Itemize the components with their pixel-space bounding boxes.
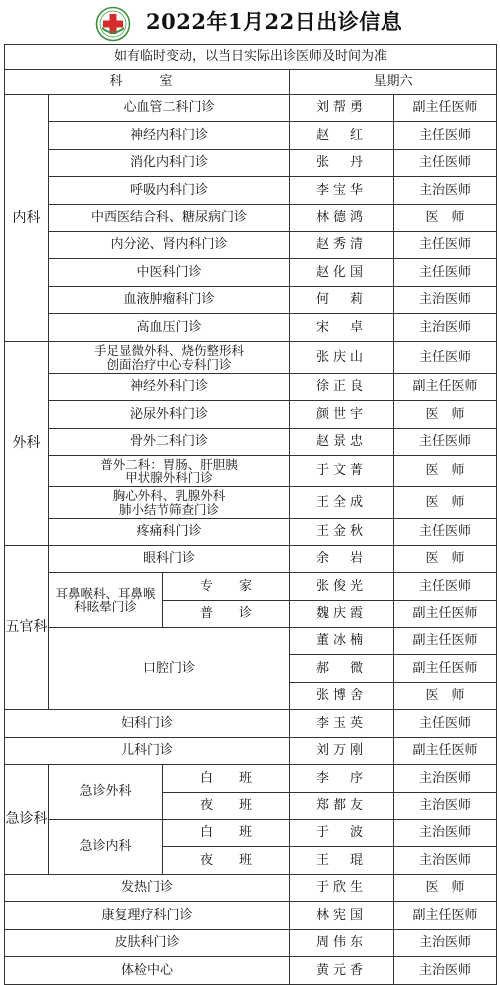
clinic-name: 内分泌、肾内科门诊 <box>49 232 290 259</box>
doctor-title: 主任医师 <box>394 259 497 287</box>
doctor-title: 主治医师 <box>394 793 497 820</box>
doctor-title: 主治医师 <box>394 957 497 985</box>
clinic-name: 儿科门诊 <box>5 738 290 765</box>
clinic-name: 高血压门诊 <box>49 314 290 342</box>
clinic-name: 呼吸内科门诊 <box>49 177 290 205</box>
doctor-title: 主治医师 <box>394 177 497 205</box>
notice: 如有临时变动，以当日实际出诊医师及时间为准 <box>5 45 497 70</box>
clinic-name: 口腔门诊 <box>49 628 290 710</box>
clinic-name: 中西医结合科、糖尿病门诊 <box>49 205 290 232</box>
clinic-name: 急诊内科 <box>49 820 163 875</box>
doctor-name: 王 琨 <box>290 847 394 875</box>
doctor-name: 于 波 <box>290 820 394 847</box>
doctor-name: 林德鸿 <box>290 205 394 232</box>
doctor-name: 余 岩 <box>290 546 394 573</box>
day-header: 星期六 <box>290 70 497 95</box>
doctor-name: 王全成 <box>290 487 394 519</box>
doctor-name: 周伟东 <box>290 930 394 957</box>
doctor-title: 主任医师 <box>394 429 497 456</box>
clinic-name: 消化内科门诊 <box>49 150 290 177</box>
clinic-name: 中医科门诊 <box>49 259 290 287</box>
doctor-name: 何 莉 <box>290 287 394 314</box>
doctor-name: 颜世宇 <box>290 401 394 429</box>
shift: 夜 班 <box>163 793 290 820</box>
category-jizhen: 急诊科 <box>5 765 49 875</box>
doctor-name: 王金秋 <box>290 519 394 546</box>
doctor-title: 主治医师 <box>394 930 497 957</box>
doctor-name: 赵 红 <box>290 122 394 150</box>
clinic-name-line: 胸心外科、乳腺外科 <box>112 488 226 504</box>
doctor-title: 主治医师 <box>394 765 497 793</box>
hospital-cross-logo-icon <box>95 6 131 42</box>
doctor-title: 医 师 <box>394 401 497 429</box>
doctor-title: 副主任医师 <box>394 601 497 628</box>
doctor-title: 主任医师 <box>394 232 497 259</box>
doctor-name: 董冰楠 <box>290 628 394 655</box>
clinic-name: 骨外二科门诊 <box>49 429 290 456</box>
clinic-name-line: 手足显微外科、烧伤整形科 <box>93 343 244 359</box>
clinic-name: 神经内科门诊 <box>49 122 290 150</box>
clinic-name: 皮肤科门诊 <box>5 930 290 957</box>
doctor-title: 医 师 <box>394 205 497 232</box>
clinic-name: 泌尿外科门诊 <box>49 401 290 429</box>
doctor-title: 医 师 <box>394 487 497 519</box>
doctor-title: 医 师 <box>394 546 497 573</box>
doctor-name: 张 丹 <box>290 150 394 177</box>
department-header: 科 室 <box>5 70 290 95</box>
doctor-name: 李宝华 <box>290 177 394 205</box>
header <box>0 0 500 44</box>
schedule-table <box>4 44 497 985</box>
doctor-name: 魏庆霞 <box>290 601 394 628</box>
doctor-name: 宋 卓 <box>290 314 394 342</box>
clinic-name: 发热门诊 <box>5 875 290 902</box>
doctor-name: 李 序 <box>290 765 394 793</box>
clinic-name: 体检中心 <box>5 957 290 985</box>
doctor-title: 主任医师 <box>394 150 497 177</box>
doctor-title: 副主任医师 <box>394 655 497 683</box>
doctor-title: 主任医师 <box>394 573 497 601</box>
category-neike: 内科 <box>5 95 49 342</box>
sub-type: 专 家 <box>163 573 290 601</box>
doctor-name: 于文菁 <box>290 456 394 487</box>
page-title: 2022年1月22日出诊信息 <box>146 9 403 34</box>
clinic-name: 疼痛科门诊 <box>49 519 290 546</box>
doctor-title: 主任医师 <box>394 122 497 150</box>
doctor-name: 刘帮勇 <box>290 95 394 122</box>
doctor-name: 黄元香 <box>290 957 394 985</box>
shift: 白 班 <box>163 820 290 847</box>
clinic-name: 眼科门诊 <box>49 546 290 573</box>
doctor-name: 李玉英 <box>290 710 394 738</box>
clinic-name: 神经外科门诊 <box>49 374 290 401</box>
doctor-title: 主任医师 <box>394 519 497 546</box>
doctor-title: 副主任医师 <box>394 902 497 930</box>
doctor-name: 于欣生 <box>290 875 394 902</box>
shift: 白 班 <box>163 765 290 793</box>
doctor-title: 主治医师 <box>394 314 497 342</box>
clinic-name <box>49 573 163 628</box>
doctor-title: 主任医师 <box>394 342 497 374</box>
clinic-name: 急诊外科 <box>49 765 163 820</box>
doctor-title: 主治医师 <box>394 847 497 875</box>
clinic-name-line: 科眩晕门诊 <box>74 599 137 614</box>
shift: 夜 班 <box>163 847 290 875</box>
clinic-name <box>49 456 290 487</box>
doctor-name: 郑都友 <box>290 793 394 820</box>
category-waike: 外科 <box>5 342 49 546</box>
doctor-name: 赵景忠 <box>290 429 394 456</box>
doctor-title: 副主任医师 <box>394 738 497 765</box>
clinic-name <box>49 487 290 519</box>
clinic-name: 妇科门诊 <box>5 710 290 738</box>
doctor-title: 医 师 <box>394 683 497 710</box>
doctor-name: 张俊光 <box>290 573 394 601</box>
clinic-name: 血液肿瘤科门诊 <box>49 287 290 314</box>
doctor-title: 主治医师 <box>394 820 497 847</box>
doctor-title: 副主任医师 <box>394 95 497 122</box>
clinic-name-line: 创面治疗中心专科门诊 <box>106 356 232 372</box>
doctor-name: 郝 微 <box>290 655 394 683</box>
doctor-name: 张庆山 <box>290 342 394 374</box>
clinic-name-line: 耳鼻喉科、耳鼻喉 <box>55 585 156 601</box>
clinic-name-line: 肺小结节筛查门诊 <box>118 501 219 517</box>
doctor-title: 主治医师 <box>394 287 497 314</box>
doctor-name: 林宪国 <box>290 902 394 930</box>
doctor-name: 赵秀清 <box>290 232 394 259</box>
clinic-name-line: 甲状腺外科门诊 <box>125 470 213 485</box>
doctor-title: 副主任医师 <box>394 628 497 655</box>
sub-type: 普 诊 <box>163 601 290 628</box>
clinic-name-line: 普外二科：胃肠、肝胆胰 <box>100 456 238 472</box>
doctor-title: 医 师 <box>394 875 497 902</box>
clinic-name <box>49 342 290 374</box>
doctor-name: 张博舍 <box>290 683 394 710</box>
clinic-name: 康复理疗科门诊 <box>5 902 290 930</box>
clinic-name: 心血管二科门诊 <box>49 95 290 122</box>
doctor-title: 副主任医师 <box>394 374 497 401</box>
doctor-name: 赵化国 <box>290 259 394 287</box>
doctor-name: 刘万刚 <box>290 738 394 765</box>
doctor-title: 主任医师 <box>394 710 497 738</box>
category-wuguan: 五官科 <box>5 546 49 710</box>
doctor-title: 医 师 <box>394 456 497 487</box>
doctor-name: 徐正良 <box>290 374 394 401</box>
